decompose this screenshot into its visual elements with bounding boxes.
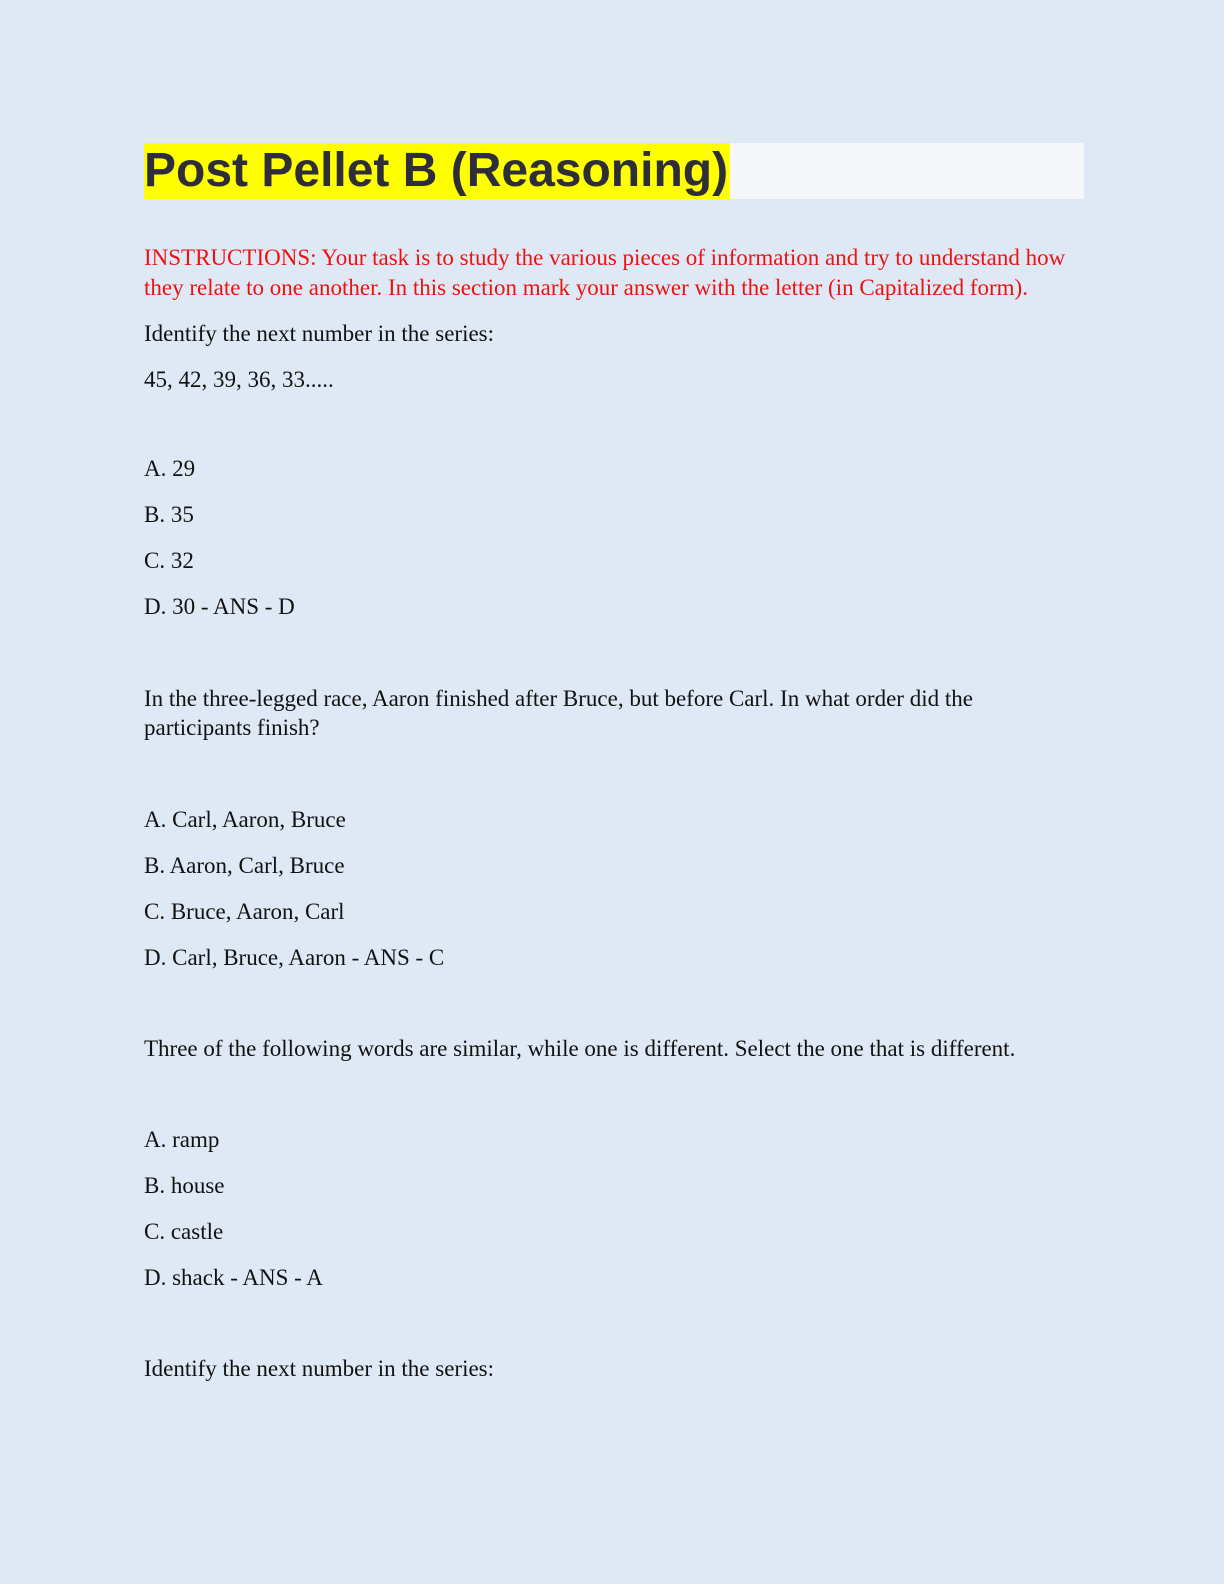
question-3-option-d: D. shack - ANS - A [144,1265,323,1290]
question-3-option-b: B. house [144,1173,225,1198]
question-2-prompt: In the three-legged race, Aaron finished after Bruce, but before Carl. In what order did the participants finish? [144,686,973,740]
question-1-option-a: A. 29 [144,456,196,481]
question-1-series: 45, 42, 39, 36, 33..... [144,367,334,392]
question-1-option-d: D. 30 - ANS - D [144,594,295,619]
question-1 [144,319,1084,621]
question-3-option-c: C. castle [144,1219,224,1244]
question-2-option-a: A. Carl, Aaron, Bruce [144,807,346,832]
question-3-option-a: A. ramp [144,1127,220,1152]
question-4-prompt: Identify the next number in the series: [144,1356,495,1381]
title-bar [144,143,1084,199]
document-title: Post Pellet B (Reasoning) [144,144,729,197]
question-2-option-c: C. Bruce, Aaron, Carl [144,899,345,924]
question-4 [144,1354,1084,1383]
question-3-prompt: Three of the following words are similar, while one is different. Select the one that is different. [144,1036,1016,1061]
question-2-option-b: B. Aaron, Carl, Bruce [144,853,345,878]
question-1-option-c: C. 32 [144,548,194,573]
instructions-text: INSTRUCTIONS: Your task is to study the various pieces of information and try to understand how they relate to one another. In this section mark your answer with the letter (in Capitalized form). [144,245,1066,300]
document-page [144,143,1084,1383]
question-1-prompt: Identify the next number in the series: [144,321,495,346]
question-1-option-b: B. 35 [144,502,194,527]
question-2-option-d: D. Carl, Bruce, Aaron - ANS - C [144,945,445,970]
question-2 [144,684,1084,972]
question-3 [144,1034,1084,1292]
